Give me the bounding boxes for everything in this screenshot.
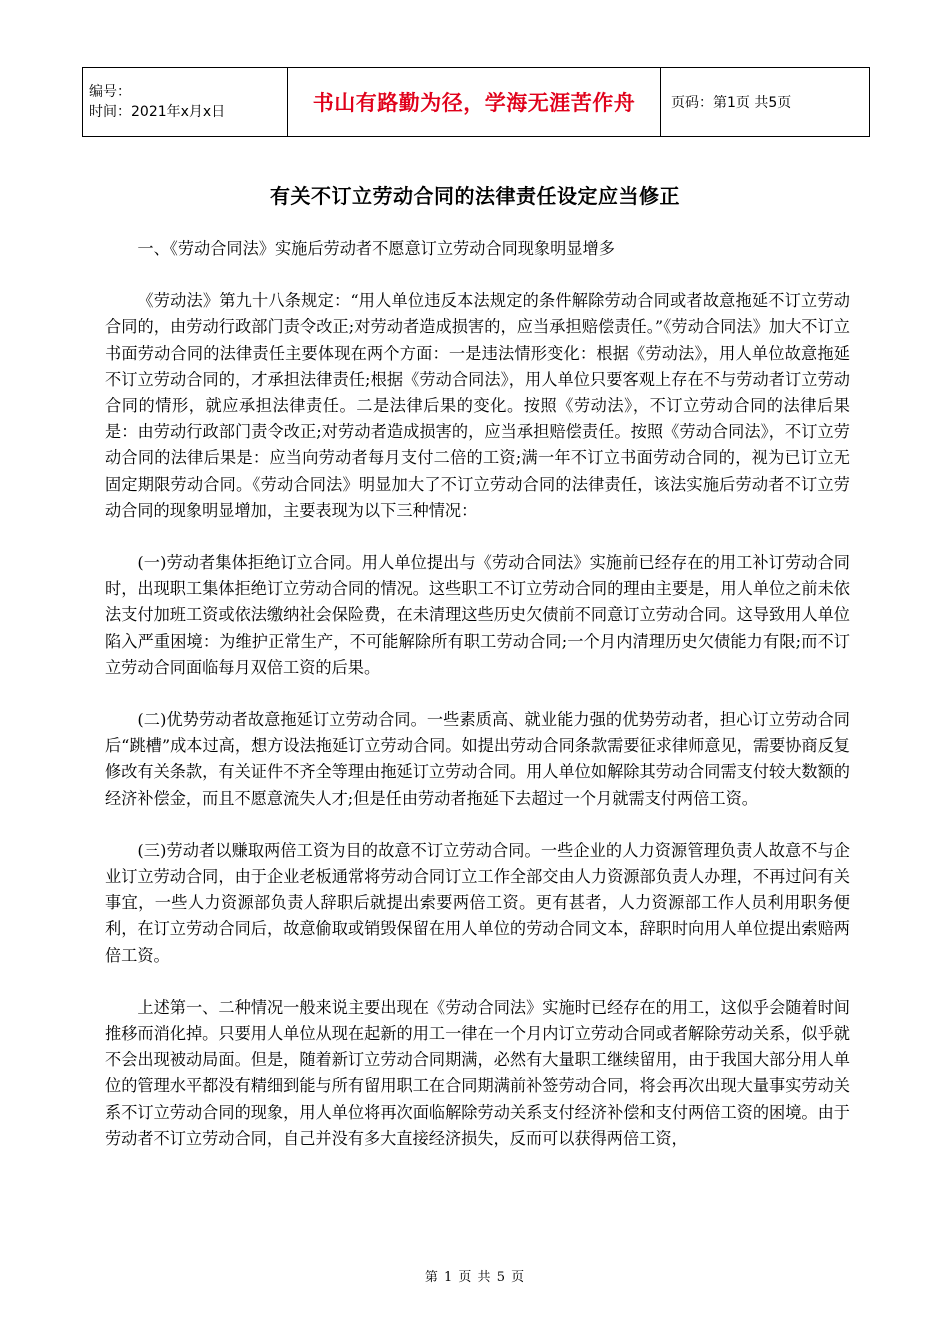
- body-paragraph: (三)劳动者以赚取两倍工资为目的故意不订立劳动合同。一些企业的人力资源管理负责人故意不与企业订立劳动合同，由于企业老板通常将劳动合同订立工作全部交由人力资源部负责人办理，不再过问有关事宜，一些人力资源部负责人辞职后就提出索要两倍工资。更有甚者，人力资源部工作人员利用职务便利，在订立劳动合同后，故意偷取或销毁保留在用人单位的劳动合同文本，辞职时向用人单位提出索赔两倍工资。: [105, 840, 850, 965]
- body-paragraph: (一)劳动者集体拒绝订立合同。用人单位提出与《劳动合同法》实施前已经存在的用工补订劳动合同时，出现职工集体拒绝订立劳动合同的情况。这些职工不订立劳动合同的理由主要是，用人单位之前未依法支付加班工资或依法缴纳社会保险费，在未清理这些历史欠债前不同意订立劳动合同。这导致用人单位陷入严重困境：为维护正常生产，不可能解除所有职工劳动合同;一个月内清理历史欠债能力有限;而不订立劳动合同面临每月双倍工资的后果。: [105, 553, 850, 677]
- document-title: 有关不订立劳动合同的法律责任设定应当修正: [270, 184, 680, 208]
- section-heading: 一、《劳动合同法》实施后劳动者不愿意订立劳动合同现象明显增多: [137, 239, 615, 258]
- body-paragraph: 上述第一、二种情况一般来说主要出现在《劳动合同法》实施时已经存在的用工，这似乎会随着时间推移而消化掉。只要用人单位从现在起新的用工一律在一个月内订立劳动合同或者解除劳动关系，似乎就不会出现被动局面。但是，随着新订立劳动合同期满，必然有大量职工继续留用，由于我国大部分用人单位的管理水平都没有精细到能与所有留用职工在合同期满前补签劳动合同，将会再次出现大量事实劳动关系不订立劳动合同的现象，用人单位将再次面临解除劳动关系支付经济补偿和支付两倍工资的困境。由于劳动者不订立劳动合同，自己并没有多大直接经济损失，反而可以获得两倍工资，: [105, 997, 850, 1148]
- body-paragraph: 《劳动法》第九十八条规定：“用人单位违反本法规定的条件解除劳动合同或者故意拖延不订立劳动合同的，由劳动行政部门责令改正;对劳动者造成损害的，应当承担赔偿责任。”《劳动合同法》加大不订立书面劳动合同的法律责任主要体现在两个方面：一是违法情形变化：根据《劳动法》，用人单位故意拖延不订立劳动合同的，才承担法律责任;根据《劳动合同法》，用人单位只要客观上存在不与劳动者订立劳动合同的情形，就应承担法律责任。二是法律后果的变化。按照《劳动法》，不订立劳动合同的法律后果是：由劳动行政部门责令改正;对劳动者造成损害的，应当承担赔偿责任。按照《劳动合同法》，不订立劳动合同的法律后果是：应当向劳动者每月支付二倍的工资;满一年不订立书面劳动合同的，视为已订立无固定期限劳动合同。《劳动合同法》明显加大了不订立劳动合同的法律责任，该法实施后劳动者不订立劳动合同的现象明显增加，主要表现为以下三种情况：: [105, 291, 850, 520]
- number-label: 编号：: [89, 84, 131, 100]
- header-page-info: 页码：第1页 共5页: [661, 68, 870, 137]
- body-paragraph: (二)优势劳动者故意拖延订立劳动合同。一些素质高、就业能力强的优势劳动者，担心订立劳动合同后“跳槽”成本过高，想方设法拖延订立劳动合同。如提出劳动合同条款需要征求律师意见，需要协商反复修改有关条款，有关证件不齐全等理由拖延订立劳动合同。用人单位如解除其劳动合同需支付较大数额的经济补偿金，而且不愿意流失人才;但是任由劳动者拖延下去超过一个月就需支付两倍工资。: [105, 710, 850, 808]
- header-table: [82, 67, 870, 137]
- header-meta-cell: [83, 68, 288, 137]
- header-motto: 书山有路勤为径，学海无涯苦作舟: [288, 68, 661, 137]
- time-label: 时间：2021年x月x日: [89, 104, 226, 120]
- document-body: [105, 236, 850, 1152]
- page-footer: 第 1 页 共 5 页: [424, 1270, 526, 1285]
